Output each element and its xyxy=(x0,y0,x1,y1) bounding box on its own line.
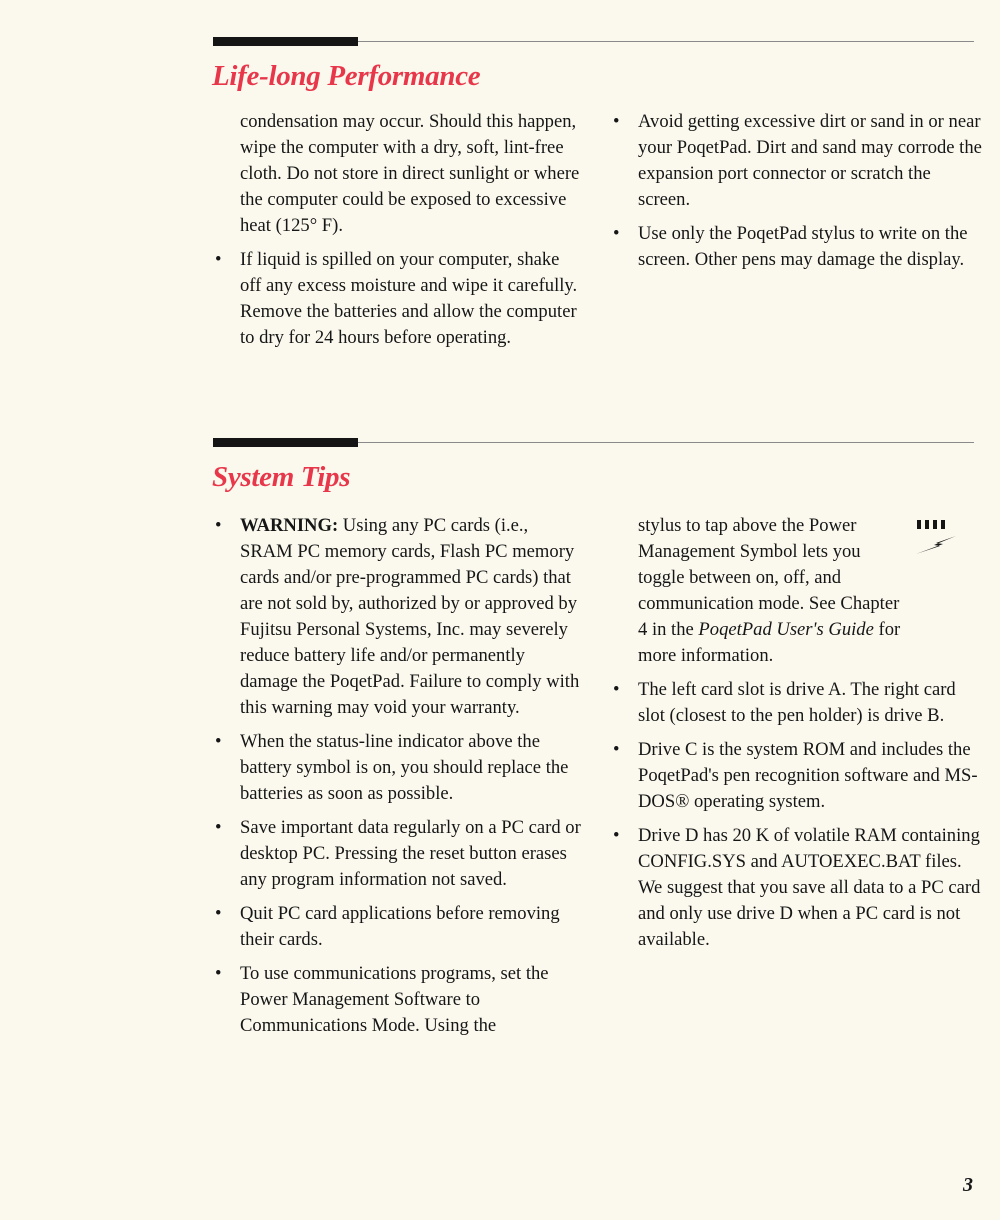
list-item-text: Drive D has 20 K of volatile RAM containing CONFIG.SYS and AUTOEXEC.BAT files. We suggest that you save all data to a PC card and only use drive D when a PC card is not available. xyxy=(638,825,981,950)
list-item xyxy=(613,221,983,273)
continuation-text: stylus to tap above the Power Management Symbol lets you toggle between on, off, and communication mode. See Chapter 4 in the xyxy=(638,515,900,640)
warning-label: WARNING: xyxy=(240,515,339,536)
list-item-text: The left card slot is drive A. The right card slot (closest to the pen holder) is drive B. xyxy=(638,679,956,726)
continuation-paragraph: condensation may occur. Should this happen, wipe the computer with a dry, soft, lint-free cloth. Do not store in direct sunlight or where the computer could be exposed to excessive heat (125° F). xyxy=(240,111,580,236)
list-item-text: Use only the PoqetPad stylus to write on the screen. Other pens may damage the display. xyxy=(638,223,968,270)
bullet-icon: • xyxy=(613,679,620,700)
guide-title: PoqetPad User's Guide xyxy=(698,619,874,640)
bullet-icon: • xyxy=(613,111,620,132)
system-tips-left-column xyxy=(215,513,585,1047)
list-item-text: Avoid getting excessive dirt or sand in or near your PoqetPad. Dirt and sand may corrode the expansion port connector or scratch the screen. xyxy=(638,111,982,210)
system-tips-right-list xyxy=(613,677,983,961)
list-item-text: Save important data regularly on a PC card or desktop PC. Pressing the reset button erases any program information not saved. xyxy=(240,817,581,890)
bullet-icon: • xyxy=(613,223,620,244)
warning-text: Using any PC cards (i.e., SRAM PC memory cards, Flash PC memory cards and/or pre-programmed PC cards) that are not sold by, authorized by or approved by Fujitsu Personal Systems, Inc. may severely reduce battery life and/or permanently damage the PoqetPad. Failure to comply with this warning may void your warranty. xyxy=(240,515,580,718)
section-rule xyxy=(213,442,974,443)
list-item xyxy=(613,737,983,815)
section-rule-bar xyxy=(213,438,358,447)
bullet-icon: • xyxy=(215,817,222,838)
system-tips-right-column xyxy=(638,513,910,677)
continuation-paragraph xyxy=(638,513,910,669)
bullet-icon: • xyxy=(613,825,620,846)
list-item-text: If liquid is spilled on your computer, shake off any excess moisture and wipe it carefully. Remove the batteries and allow the computer to dry for 24 hours before operating. xyxy=(240,249,578,348)
list-item xyxy=(215,729,585,807)
list-item xyxy=(613,109,983,213)
life-long-left-column xyxy=(215,109,585,359)
list-item xyxy=(215,961,585,1039)
section-heading-system-tips: System Tips xyxy=(212,461,351,493)
section-rule xyxy=(213,41,974,42)
section-rule-bar xyxy=(213,37,358,46)
bullet-icon: • xyxy=(215,731,222,752)
list-item-text: When the status-line indicator above the battery symbol is on, you should replace the batteries as soon as possible. xyxy=(240,731,569,804)
bullet-icon: • xyxy=(215,515,222,536)
section-heading-life-long-performance: Life-long Performance xyxy=(212,60,481,92)
list-item-text: Drive C is the system ROM and includes the PoqetPad's pen recognition software and MS-DOS® operating system. xyxy=(638,739,978,812)
bullet-icon: • xyxy=(215,903,222,924)
bullet-icon: • xyxy=(215,249,222,270)
continuation-text-end: for more information. xyxy=(638,619,901,666)
list-item-text: Quit PC card applications before removing their cards. xyxy=(240,903,560,950)
list-item xyxy=(613,823,983,953)
power-management-icon xyxy=(914,518,960,554)
list-item xyxy=(215,247,585,351)
list-item xyxy=(215,901,585,953)
warning-item xyxy=(215,513,585,721)
page-number: 3 xyxy=(963,1174,973,1196)
list-item xyxy=(215,815,585,893)
bullet-icon: • xyxy=(613,739,620,760)
list-item xyxy=(613,677,983,729)
bullet-icon: • xyxy=(215,963,222,984)
list-item-text: To use communications programs, set the Power Management Software to Communications Mode. Using the xyxy=(240,963,549,1036)
life-long-right-column xyxy=(613,109,983,281)
